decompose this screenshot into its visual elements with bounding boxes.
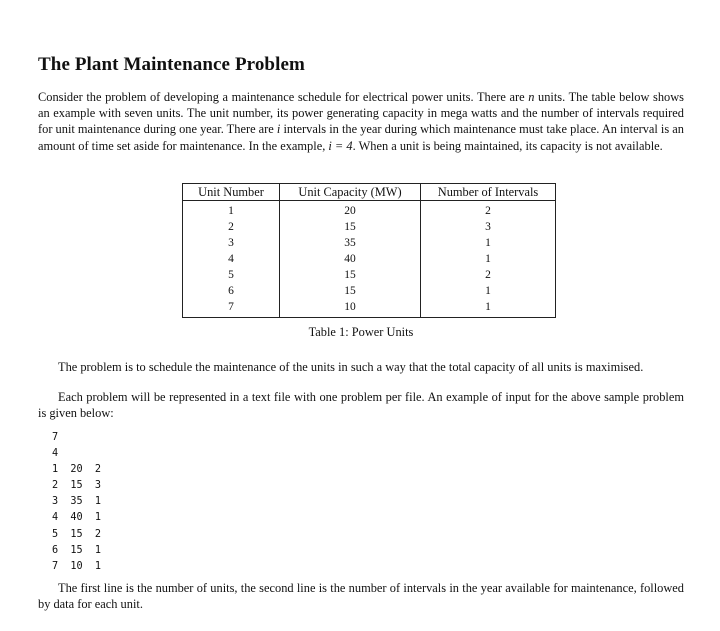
power-units-table [182, 183, 556, 318]
var-n: n [528, 90, 535, 104]
cell-intervals: 2 [421, 267, 556, 283]
table-row [183, 251, 556, 267]
cell-intervals: 1 [421, 235, 556, 251]
intro-text-2: units. The table below shows an example with seven units. The unit number, its power generating capacity in mega watts and the number of intervals required for unit maintenance during one year. There are [38, 90, 684, 137]
table-row [183, 283, 556, 299]
intro-text-3: intervals in the year during which maintenance must take place. An interval is an amount of time set aside for maintenance. In the example, [38, 122, 684, 153]
input-format-paragraph: Each problem will be represented in a text file with one problem per file. An example of input for the above sample problem is given below: [38, 390, 684, 421]
cell-unit-number: 5 [183, 267, 280, 283]
cell-unit-capacity: 15 [280, 219, 421, 235]
table-row [183, 235, 556, 251]
intro-text-1: Consider the problem of developing a maintenance schedule for electrical power units. There are [38, 90, 529, 104]
cell-unit-number: 1 [183, 201, 280, 220]
header-unit-number: Unit Number [183, 184, 280, 201]
cell-unit-number: 2 [183, 219, 280, 235]
intro-paragraph [38, 89, 684, 154]
table-row [183, 267, 556, 283]
cell-unit-number: 3 [183, 235, 280, 251]
cell-intervals: 1 [421, 251, 556, 267]
cell-unit-capacity: 10 [280, 299, 421, 318]
cell-unit-capacity: 35 [280, 235, 421, 251]
cell-intervals: 3 [421, 219, 556, 235]
cell-unit-number: 6 [183, 283, 280, 299]
table-row [183, 219, 556, 235]
cell-unit-number: 4 [183, 251, 280, 267]
var-i: i [276, 122, 281, 137]
objective-paragraph: The problem is to schedule the maintenance of the units in such a way that the total capacity of all units is maximised. [58, 360, 644, 374]
cell-intervals: 2 [421, 201, 556, 220]
table-row [183, 201, 556, 220]
input-explanation-paragraph: The first line is the number of units, the second line is the number of intervals in the year available for maintenance, followed by data for each unit. [38, 581, 684, 612]
cell-unit-capacity: 15 [280, 267, 421, 283]
cell-unit-capacity: 40 [280, 251, 421, 267]
cell-unit-capacity: 15 [280, 283, 421, 299]
table-row [183, 299, 556, 318]
power-units-table-wrapper [182, 183, 556, 318]
equation-i-equals-4: i = 4 [328, 138, 353, 153]
cell-intervals: 1 [421, 283, 556, 299]
cell-unit-number: 7 [183, 299, 280, 318]
cell-unit-capacity: 20 [280, 201, 421, 220]
sample-input-code: 7 4 1 20 2 2 15 3 3 35 1 4 40 1 5 15 2 6 15 1 7 10 1 [52, 432, 102, 572]
page-title: The Plant Maintenance Problem [38, 54, 305, 75]
table-header-row [183, 184, 556, 201]
table-caption: Table 1: Power Units [308, 325, 414, 339]
header-number-of-intervals: Number of Intervals [421, 184, 556, 201]
cell-intervals: 1 [421, 299, 556, 318]
header-unit-capacity: Unit Capacity (MW) [280, 184, 421, 201]
intro-text-4: . When a unit is being maintained, its capacity is not available. [352, 138, 663, 153]
